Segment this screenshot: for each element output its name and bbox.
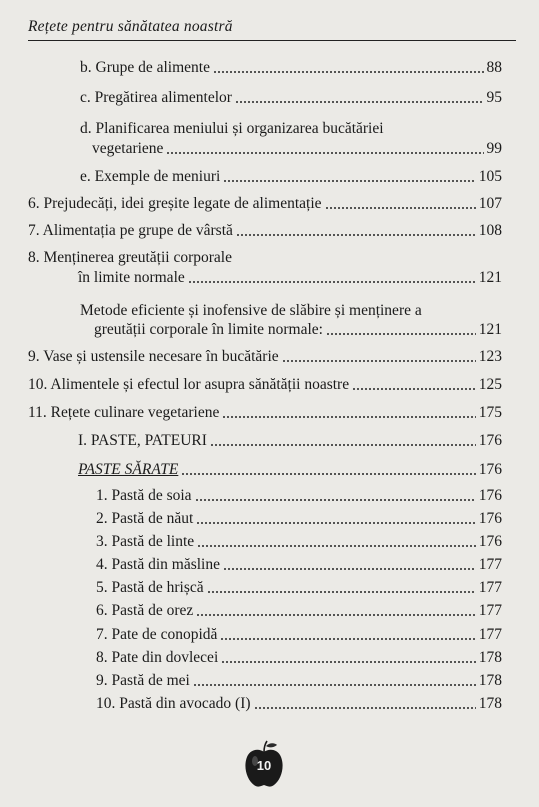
toc-entry-text: 1. Pastă de soia [96,487,192,504]
dot-leader [166,152,483,154]
toc-entry-8[interactable] [28,268,502,288]
page-number: 10 [256,758,272,773]
dot-leader [188,281,476,283]
toc-entry-d[interactable] [80,139,502,159]
toc-page-number: 107 [478,195,502,212]
toc-entry-text: 4. Pastă din măsline [96,556,220,573]
header-rule [28,40,516,41]
toc-entry-text: 9. Pastă de mei [96,672,190,689]
toc-page-number: 178 [478,649,502,666]
toc-page-number: 176 [478,487,502,504]
list-item[interactable] [96,671,502,691]
dot-leader [235,101,484,103]
toc-entry-text: în limite normale [78,269,185,286]
toc-entry-6[interactable] [28,194,502,214]
toc-entry-text: 7. Alimentația pe grupe de vârstă [28,222,233,239]
dot-leader [236,234,476,236]
toc-page-number: 176 [478,533,502,550]
dot-leader [222,416,475,418]
list-item[interactable] [96,625,502,645]
toc-page-number: 105 [478,168,502,185]
toc-page-number: 95 [486,89,502,106]
dot-leader [197,545,476,547]
dot-leader [196,614,475,616]
dot-leader [210,444,476,446]
toc-page-number: 178 [478,695,502,712]
list-item[interactable] [96,532,502,552]
toc-entry-metode-line1: Metode eficiente și inofensive de slăbire și menținere a [80,302,422,319]
toc-entry-metode[interactable] [80,320,502,340]
dot-leader [196,522,475,524]
dot-leader [221,661,476,663]
toc-page-number: 99 [486,140,502,157]
toc-entry-e[interactable] [80,167,502,187]
toc-entry-9[interactable] [28,347,502,367]
toc-page-number: 175 [478,404,502,421]
toc-page-number: 177 [478,626,502,643]
toc-entry-text: 10. Alimentele și efectul lor asupra sănătății noastre [28,376,350,393]
toc-page-number: 178 [478,672,502,689]
dot-leader [223,180,475,182]
running-header: Rețete pentru sănătatea noastră [28,18,233,35]
toc-entry-text: 5. Pastă de hrișcă [96,579,204,596]
toc-page-number: 121 [478,321,502,338]
dot-leader [325,207,476,209]
dot-leader [282,360,476,362]
toc-entry-10[interactable] [28,375,502,395]
dot-leader [213,71,484,73]
toc-page-number: 108 [478,222,502,239]
list-item[interactable] [96,694,502,714]
list-item[interactable] [96,486,502,506]
toc-entry-text: 8. Pate din dovlecei [96,649,219,666]
dot-leader [352,388,476,390]
toc-entry-11[interactable] [28,403,502,423]
toc-entry-text: 6. Prejudecăți, idei greșite legate de alimentație [28,195,322,212]
toc-entry-text: b. Grupe de alimente [80,59,210,76]
toc-entry-c[interactable] [80,88,502,108]
toc-entry-7[interactable] [28,221,502,241]
toc-entry-text: 10. Pastă din avocado (I) [96,695,251,712]
toc-entry-8-line1: 8. Menținerea greutății corporale [28,249,232,266]
dot-leader [254,707,476,709]
dot-leader [207,591,476,593]
toc-page-number: 121 [478,269,502,286]
toc-page-number: 177 [478,602,502,619]
toc-entry-text: 3. Pastă de linte [96,533,195,550]
dot-leader [326,333,476,335]
toc-entry-text: greutății corporale în limite normale: [94,321,323,338]
toc-entry-text: 7. Pate de conopidă [96,626,218,643]
dot-leader [195,499,476,501]
toc-entry-paste-sarate[interactable] [78,460,502,480]
toc-page-number: 125 [478,376,502,393]
toc-page-number: 176 [478,432,502,449]
toc-entry-text: 9. Vase și ustensile necesare în bucătărie [28,348,279,365]
toc-entry-text: c. Pregătirea alimentelor [80,89,232,106]
list-item[interactable] [96,509,502,529]
toc-entry-paste[interactable] [78,431,502,451]
toc-entry-text: 2. Pastă de năut [96,510,194,527]
toc-page-number: 176 [478,510,502,527]
toc-entry-text: vegetariene [92,140,164,157]
list-item[interactable] [96,555,502,575]
toc-entry-text: I. PASTE, PATEURI [78,432,207,449]
toc-entry-text: 6. Pastă de orez [96,602,194,619]
toc-page-number: 177 [478,556,502,573]
toc-page-number: 177 [478,579,502,596]
dot-leader [220,638,475,640]
toc-entry-text: PASTE SĂRATE [78,461,179,478]
toc-page-number: 176 [478,461,502,478]
toc-page-number: 123 [478,348,502,365]
list-item[interactable] [96,601,502,621]
toc-entry-b[interactable] [80,58,502,78]
list-item[interactable] [96,578,502,598]
dot-leader [181,473,475,475]
dot-leader [193,684,476,686]
toc-entry-d-line1: d. Planificarea meniului și organizarea bucătăriei [80,120,384,137]
list-item[interactable] [96,648,502,668]
toc-entry-text: e. Exemple de meniuri [80,168,221,185]
toc-entry-text: 11. Rețete culinare vegetariene [28,404,220,421]
toc-page-number: 88 [486,59,502,76]
dot-leader [223,568,476,570]
